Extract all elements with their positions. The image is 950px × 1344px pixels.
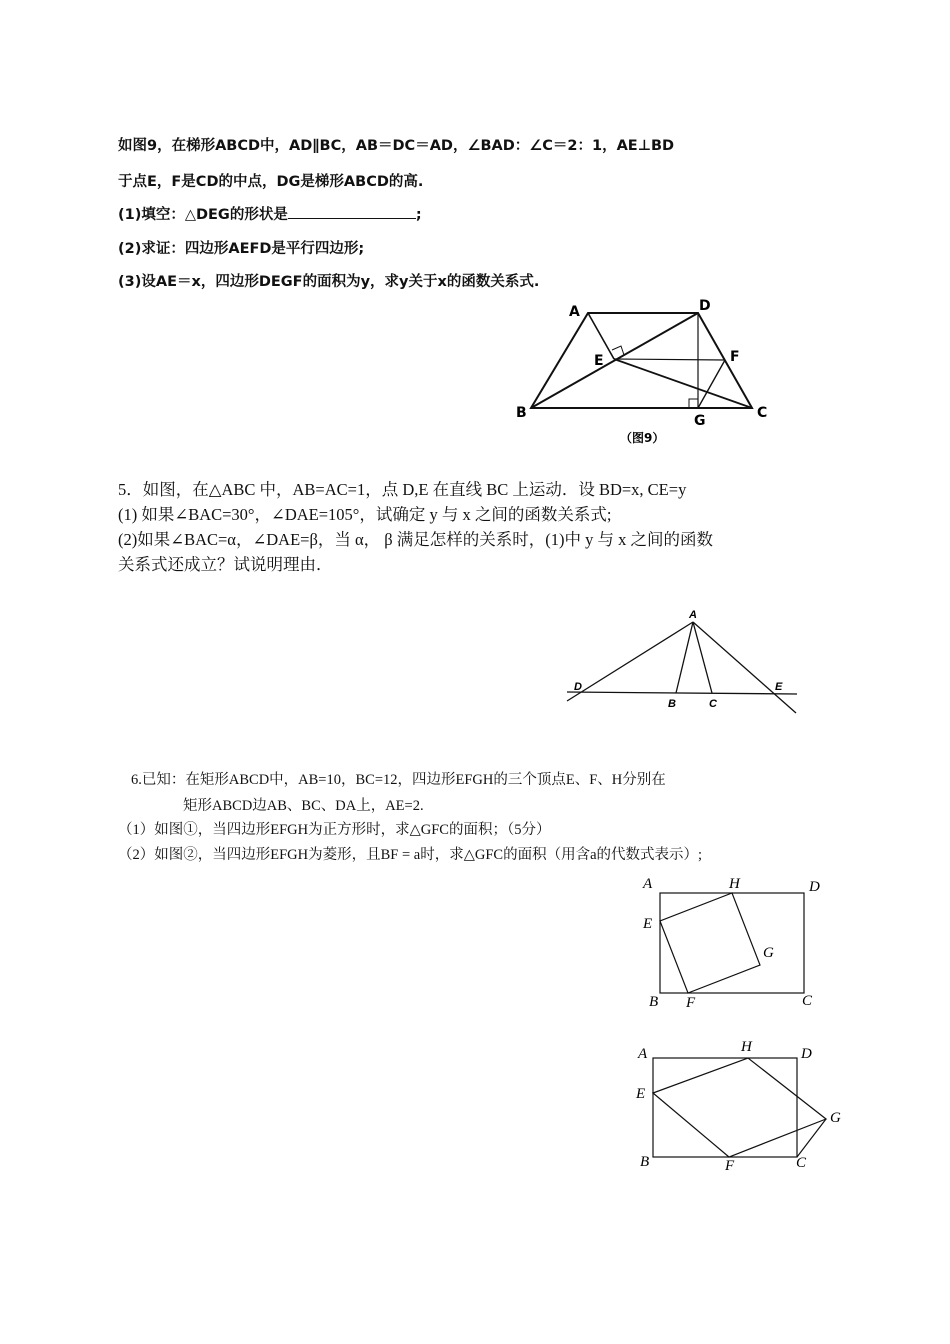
line-ad bbox=[567, 622, 693, 701]
segment-bd bbox=[531, 313, 698, 408]
figure6-1-label-f: F bbox=[686, 995, 696, 1011]
figure6-2-label-h: H bbox=[741, 1039, 752, 1055]
figure6-2-label-g: G bbox=[830, 1110, 841, 1126]
problem6-line1: 6.已知：在矩形ABCD中，AB=10，BC=12，四边形EFGH的三个顶点E、F、H分别在 bbox=[131, 772, 666, 788]
figure9-label-d: D bbox=[699, 298, 711, 314]
line-bc bbox=[567, 692, 797, 694]
segment-ec bbox=[614, 359, 752, 408]
figure6-2-label-a: A bbox=[638, 1046, 648, 1062]
figure5-label-d: D bbox=[574, 681, 582, 693]
figure9-label-g: G bbox=[694, 413, 706, 429]
rectangle-abcd bbox=[653, 1058, 797, 1157]
problem4-question3: (3)设AE＝x，四边形DEGF的面积为y，求y关于x的函数关系式. bbox=[118, 274, 540, 290]
right-angle-mark-g bbox=[689, 399, 698, 408]
figure6-1-label-c: C bbox=[802, 993, 813, 1009]
figure5-label-b: B bbox=[668, 698, 676, 710]
rhombus-efgh bbox=[653, 1058, 826, 1157]
segment-ef bbox=[614, 359, 725, 360]
figure9-trapezoid bbox=[531, 313, 752, 408]
segment-ac bbox=[693, 622, 712, 693]
problem5-question1: (1) 如果∠BAC=30°，∠DAE=105°，试确定 y 与 x 之间的函数关系式; bbox=[118, 505, 612, 524]
figure6-2-label-f: F bbox=[725, 1158, 735, 1174]
figure9-label-f: F bbox=[730, 349, 740, 365]
figure6-2-label-c: C bbox=[796, 1155, 807, 1171]
figure6-1-label-a: A bbox=[643, 876, 653, 892]
figure6-2-label-b: B bbox=[640, 1154, 650, 1170]
figure5-label-e: E bbox=[775, 681, 783, 693]
problem4-line2: 于点E，F是CD的中点，DG是梯形ABCD的高. bbox=[118, 174, 424, 190]
problem4-question2: (2)求证：四边形AEFD是平行四边形; bbox=[118, 241, 365, 257]
square-efgh bbox=[660, 893, 760, 993]
figure5-triangle bbox=[567, 622, 797, 713]
problem6-question2: （2）如图②，当四边形EFGH为菱形，且BF = a时，求△GFC的面积（用含a的代数式表示）; bbox=[118, 847, 703, 863]
figure6-2-label-d: D bbox=[801, 1046, 812, 1062]
problem4-question1-text: (1)填空：△DEG的形状是 bbox=[118, 207, 288, 223]
figure9-label-e: E bbox=[594, 353, 604, 369]
figure6-2-rhombus bbox=[653, 1058, 826, 1157]
segment-ab bbox=[676, 622, 693, 693]
figure6-1-square bbox=[660, 893, 804, 993]
figure6-2-label-e: E bbox=[636, 1086, 646, 1102]
problem6-question1: （1）如图①，当四边形EFGH为正方形时，求△GFC的面积；（5分） bbox=[118, 822, 551, 838]
figure6-1-label-e: E bbox=[643, 916, 653, 932]
segment-gf bbox=[698, 360, 725, 408]
figure6-1-label-b: B bbox=[649, 994, 659, 1010]
figure9-label-a: A bbox=[569, 304, 580, 320]
problem5-question2-cont: 关系式还成立？试说明理由． bbox=[118, 555, 333, 574]
problem4-question1-suffix: ; bbox=[415, 207, 422, 223]
problem5-line1: 5．如图，在△ABC 中，AB=AC=1，点 D,E 在直线 BC 上运动．设 BD=x, CE=y bbox=[118, 480, 687, 499]
problem5-question2: (2)如果∠BAC=α，∠DAE=β，当 α， β 满足怎样的关系时，(1)中 y 与 x 之间的函数 bbox=[118, 530, 714, 549]
figure6-1-label-d: D bbox=[809, 879, 820, 895]
figure9-label-b: B bbox=[516, 405, 527, 421]
figure9-caption: （图9） bbox=[620, 431, 665, 445]
figure6-1-label-g: G bbox=[763, 945, 774, 961]
problem4-line1: 如图9，在梯形ABCD中，AD∥BC，AB＝DC＝AD，∠BAD：∠C＝2：1，AE⊥BD bbox=[118, 138, 675, 154]
figure5-label-a: A bbox=[689, 609, 697, 621]
problem6-line2: 矩形ABCD边AB、BC、DA上，AE=2. bbox=[183, 798, 424, 814]
figure5-label-c: C bbox=[709, 698, 717, 710]
figure9-label-c: C bbox=[757, 405, 768, 421]
figure6-1-label-h: H bbox=[729, 876, 740, 892]
right-angle-mark-e bbox=[612, 346, 624, 355]
